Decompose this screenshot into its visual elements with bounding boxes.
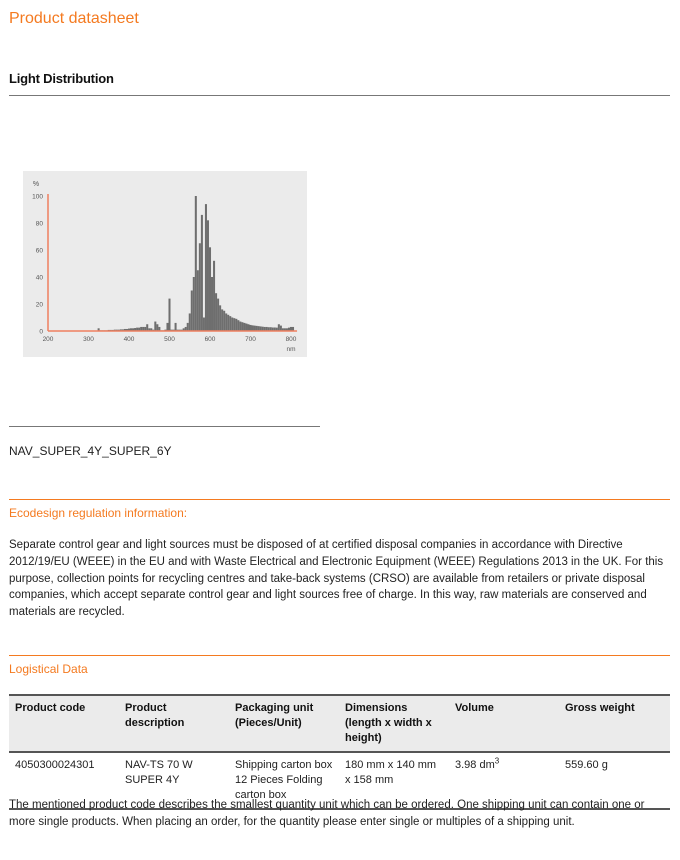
column-header: Dimensions (length x width x height): [339, 695, 449, 752]
spectrum-bar: [168, 299, 170, 331]
spectrum-bar: [213, 261, 215, 331]
spectrum-bar: [195, 196, 197, 331]
spectrum-bar: [223, 311, 225, 331]
x-tick-label: 500: [164, 336, 175, 343]
x-axis-label: nm: [286, 346, 296, 353]
volume-value: 3.98 dm: [455, 759, 495, 771]
x-tick-label: 200: [42, 336, 54, 343]
y-ticks: [32, 194, 43, 336]
spectrum-bar: [211, 277, 213, 331]
logistics-note: The mentioned product code describes the smallest quantity unit which can be ordered. One shipping unit can contain one or more single products. When placing an order, for the quantity please enter single or multiples of a shipping unit.: [9, 799, 645, 828]
bars-group: [98, 196, 294, 331]
spectrum-bar: [191, 291, 193, 332]
volume-unit-exponent: 3: [494, 756, 500, 766]
spectrum-bar: [175, 323, 177, 331]
logistics-heading: Logistical Data: [9, 662, 88, 676]
logistics-table: [9, 694, 670, 810]
spectrum-bar: [247, 324, 249, 331]
spectrum-chart: [23, 171, 307, 357]
spectrum-bar: [209, 247, 211, 331]
column-header: Packaging unit (Pieces/Unit): [229, 695, 339, 752]
spectrum-bar: [146, 324, 148, 331]
column-header: Gross weight: [559, 695, 670, 752]
packaging-unit-cell: Shipping carton box 12 Pieces Folding carton box: [229, 752, 339, 809]
spectrum-bar: [187, 323, 189, 331]
spectrum-bar: [199, 243, 201, 331]
table-header-row: [9, 695, 670, 752]
gross-weight-cell: 559.60 g: [559, 752, 670, 809]
spectrum-bar: [237, 320, 239, 331]
ecodesign-divider: [9, 499, 670, 500]
y-axis-label: %: [32, 181, 40, 188]
y-tick-label: 0: [39, 328, 43, 336]
spectrum-bar: [280, 326, 282, 331]
x-tick-label: 600: [204, 336, 216, 343]
spectrum-bar: [189, 313, 191, 331]
y-tick-label: 60: [35, 247, 43, 255]
spectrum-bar: [229, 316, 231, 331]
spectrum-bar: [201, 215, 203, 331]
spectrum-bar: [245, 324, 247, 331]
spectrum-bar: [156, 324, 158, 331]
light-distribution-heading: Light Distribution: [9, 71, 114, 86]
spectrum-bar: [239, 322, 241, 331]
y-tick-label: 100: [32, 193, 43, 201]
y-tick-label: 40: [35, 274, 43, 282]
logistics-divider: [9, 655, 670, 656]
spectrum-bar: [249, 325, 251, 331]
spectrum-bar: [154, 322, 156, 331]
spectrum-bar: [241, 322, 243, 331]
spectrum-bar: [233, 318, 235, 331]
spectrum-bar: [197, 270, 199, 331]
spectrum-bar: [254, 326, 256, 331]
spectrum-bar: [225, 313, 227, 331]
x-tick-label: 400: [123, 336, 135, 343]
page-title: Product datasheet: [9, 10, 139, 27]
x-ticks: [43, 336, 297, 343]
spectrum-bar: [215, 293, 217, 331]
spectrum-bar: [219, 305, 221, 331]
section-divider: [9, 95, 670, 96]
chart-image-label: NAV_SUPER_4Y_SUPER_6Y: [9, 444, 172, 458]
spectrum-bar: [203, 318, 205, 332]
spectrum-bar: [205, 204, 207, 331]
x-tick-label: 800: [285, 336, 297, 343]
spectrum-bar: [243, 323, 245, 331]
product-code-cell: 4050300024301: [9, 752, 119, 809]
spectrum-bar: [166, 323, 168, 331]
spectrum-bar: [207, 220, 209, 331]
spectrum-bar: [221, 309, 223, 331]
spectrum-bar: [256, 326, 258, 331]
column-header: Volume: [449, 695, 559, 752]
spectrum-bar: [278, 324, 280, 331]
spectrum-bar: [193, 277, 195, 331]
x-tick-label: 300: [83, 336, 94, 343]
y-tick-label: 80: [35, 220, 43, 228]
product-description-cell: NAV-TS 70 W SUPER 4Y: [119, 752, 229, 809]
spectrum-chart-svg: [23, 171, 307, 357]
column-header: Product description: [119, 695, 229, 752]
spectrum-bar: [235, 319, 237, 331]
ecodesign-text: Separate control gear and light sources must be disposed of at certified disposal companies in accordance with Directive 2012/19/EU (WEEE) in the EU and with Waste Electrical and Electronic Equipment (WEEE) Regulations 2013 in the UK. For this purpose, collection points for recycling centres and take-back systems (CRSO) are available from retailers or private disposal companies, which accept separate control gear and light sources free of charge. In this way, raw materials are conserved and materials are recycled.: [9, 539, 664, 619]
ecodesign-heading: Ecodesign regulation information:: [9, 506, 188, 520]
x-tick-label: 700: [245, 336, 256, 343]
spectrum-bar: [252, 325, 254, 331]
image-divider: [9, 426, 320, 427]
column-header: Product code: [9, 695, 119, 752]
dimensions-cell: 180 mm x 140 mm x 158 mm: [339, 752, 449, 809]
y-tick-label: 20: [35, 301, 43, 309]
spectrum-bar: [231, 318, 233, 332]
spectrum-bar: [217, 299, 219, 331]
spectrum-bar: [227, 315, 229, 331]
